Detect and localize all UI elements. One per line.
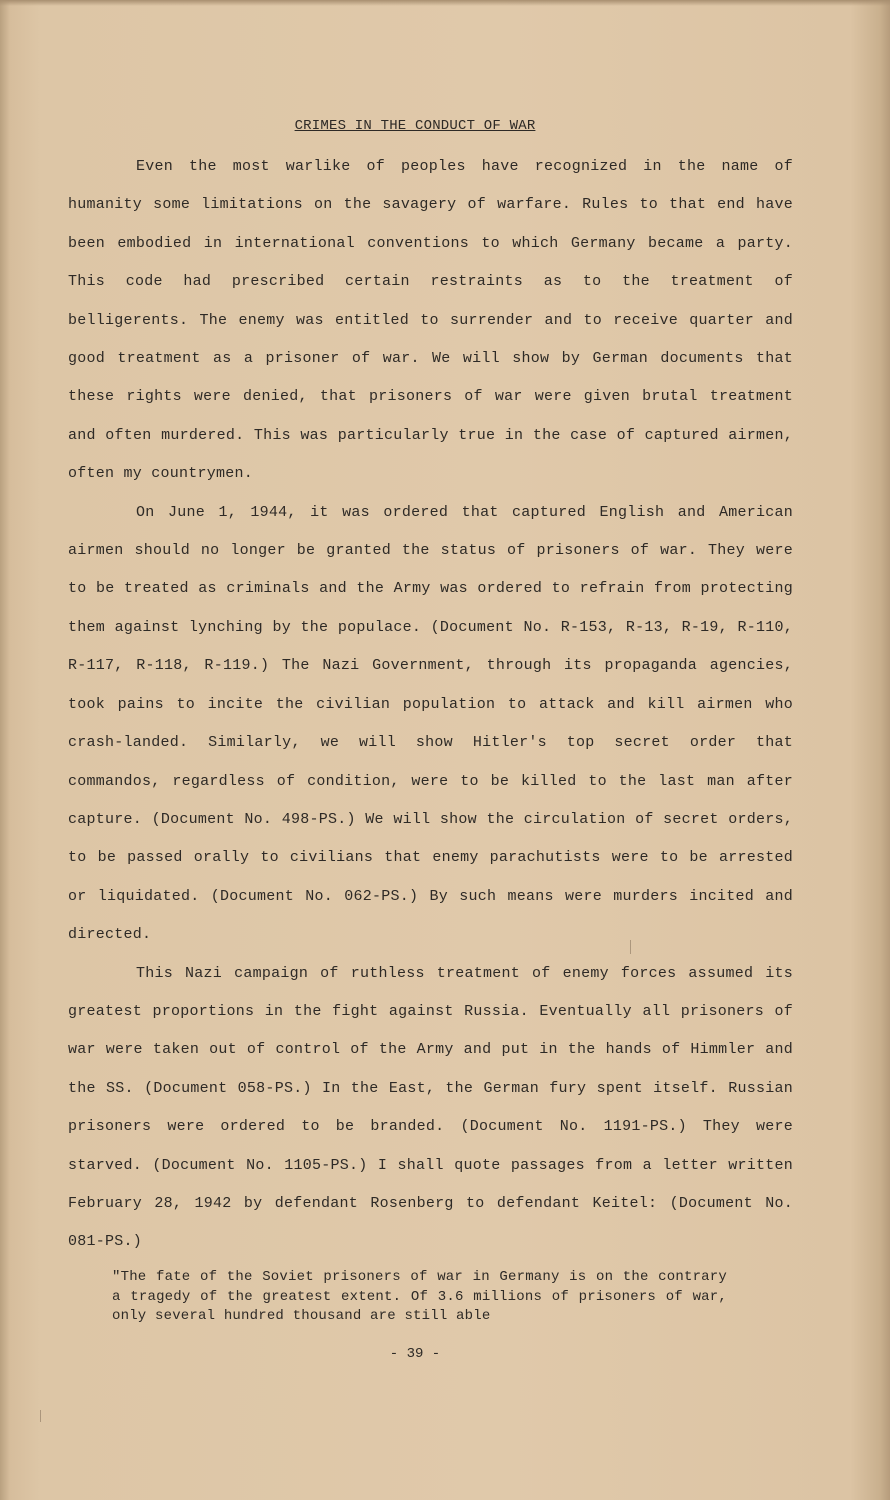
paragraph-1: Even the most warlike of peoples have recognized in the name of humanity some limitations on the savagery of warfare. Rules to that end have been embodied in international conventions to which Germany became a party. This code had prescribed certain restraints as to the treatment of belligerents. The enemy was entitled to surrender and to receive quarter and good treatment as a prisoner of war. We will show by German documents that these rights were denied, that prisoners of war were given brutal treatment and often murdered. This was particularly true in the case of captured airmen, often my countrymen.: [68, 158, 793, 483]
page-title: CRIMES IN THE CONDUCT OF WAR: [294, 118, 536, 134]
document-body: [68, 148, 793, 1262]
paragraph-2: On June 1, 1944, it was ordered that captured English and American airmen should no longer be granted the status of prisoners of war. They were to be treated as criminals and the Army was ordered to refrain from protecting them against lynching by the populace. (Document No. R-153, R-13, R-19, R-110, R-117, R-118, R-119.) The Nazi Government, through its propaganda agencies, took pains to incite the civilian population to attack and kill airmen who crash-landed. Similarly, we will show Hitler's top secret order that commandos, regardless of condition, were to be killed to the last man after capture. (Document No. 498-PS.) We will show the circulation of secret orders, to be passed orally to civilians that enemy parachutists were to be arrested or liquidated. (Document No. 062-PS.) By such means were murders incited and directed.: [68, 503, 793, 944]
stray-pencil-mark: [40, 1410, 41, 1422]
page-number: - 39 -: [389, 1346, 441, 1362]
block-quote: "The fate of the Soviet prisoners of war in Germany is on the contrary a tragedy of the greatest extent. Of 3.6 millions of prisoners of war, only several hundred thousand are still able: [112, 1269, 727, 1324]
paragraph-3: This Nazi campaign of ruthless treatment of enemy forces assumed its greatest proportions in the fight against Russia. Eventually all prisoners of war were taken out of control of the Army and put in the hands of Himmler and the SS. (Document 058-PS.) In the East, the German fury spent itself. Russian prisoners were ordered to be branded. (Document No. 1191-PS.) They were starved. (Document No. 1105-PS.) I shall quote passages from a letter written February 28, 1942 by defendant Rosenberg to defendant Keitel: (Document No. 081-PS.): [68, 964, 793, 1251]
page-top-edge: [0, 0, 890, 6]
stray-pencil-mark: [630, 940, 631, 954]
